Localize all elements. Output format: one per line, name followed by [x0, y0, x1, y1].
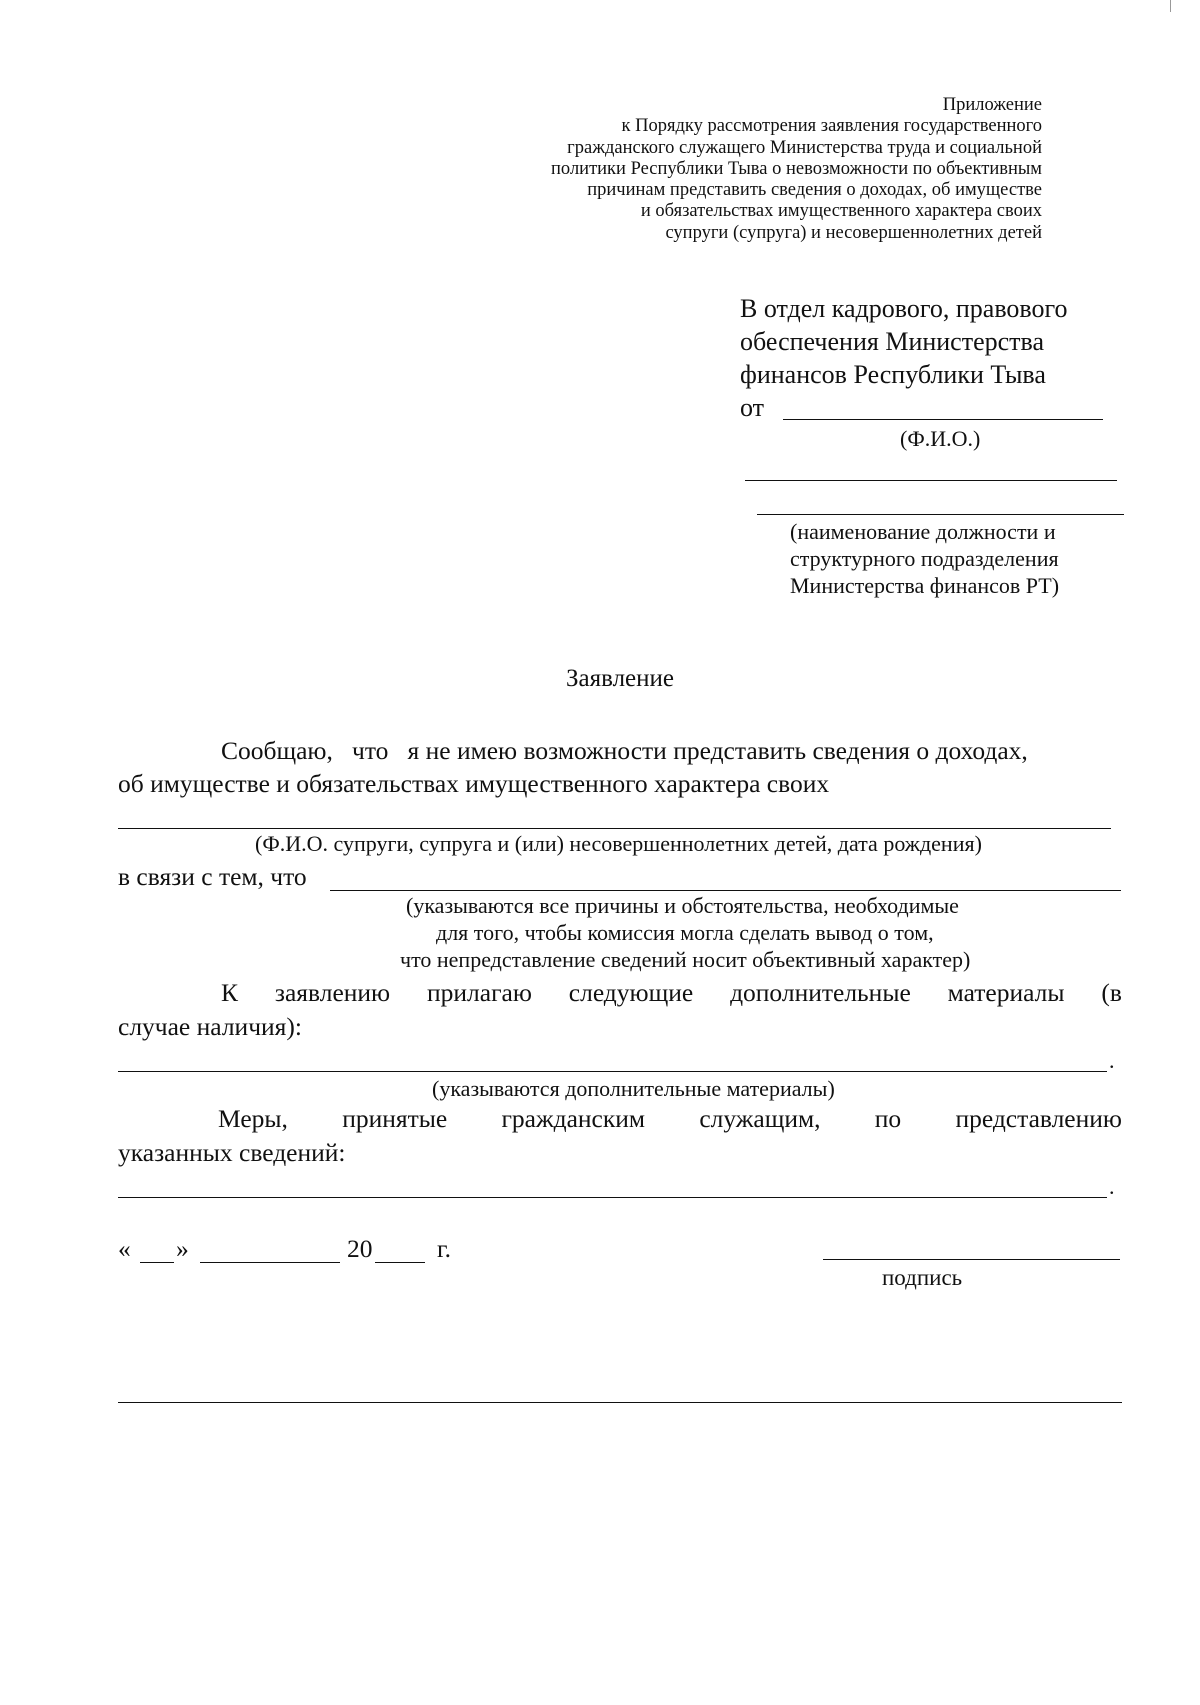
measures-field-line[interactable]: [118, 1197, 1107, 1198]
measures-word: по: [874, 1104, 902, 1133]
addressee-line: В отдел кадрового, правового: [740, 294, 1068, 323]
measures-end-dot: .: [1109, 1174, 1115, 1199]
measures-word: представлению: [955, 1104, 1122, 1133]
measures-line-2: указанных сведений:: [118, 1138, 346, 1167]
addressee-block: [740, 292, 1068, 424]
annex-line: Приложение: [942, 95, 1042, 115]
statement-word: что: [352, 736, 389, 765]
attachments-word: следующие: [568, 978, 694, 1007]
measures-word: служащим,: [699, 1104, 821, 1133]
fio-caption: (Ф.И.О.): [900, 426, 981, 451]
attachments-word: (в: [1101, 978, 1122, 1007]
family-fio-field-line[interactable]: [118, 828, 1111, 829]
attachments-word: дополнительные: [730, 978, 911, 1007]
reason-field-line[interactable]: [330, 890, 1121, 891]
date-close-quote: »: [176, 1234, 189, 1263]
attachments-word: материалы: [947, 978, 1065, 1007]
addressee-line: обеспечения Министерства: [740, 327, 1045, 356]
annex-line: супруги (супруга) и несовершеннолетних детей: [665, 222, 1042, 243]
date-year-field[interactable]: [375, 1262, 425, 1263]
measures-line-1: [218, 1102, 1122, 1136]
document-title: Заявление: [565, 665, 675, 692]
annex-line: к Порядку рассмотрения заявления государственного: [621, 116, 1042, 137]
annex-line: гражданского служащего Министерства труда и социальной: [567, 137, 1042, 158]
date-open-quote: «: [118, 1234, 131, 1263]
attachments-line-1: [221, 976, 1122, 1010]
family-fio-caption: (Ф.И.О. супруги, супруга и (или) несовершеннолетних детей, дата рождения): [255, 831, 982, 856]
reason-caption-line: (указываются все причины и обстоятельства, необходимые: [406, 893, 959, 918]
statement-word: Сообщаю,: [221, 736, 333, 765]
position-field-line-1[interactable]: [745, 480, 1117, 481]
attachments-caption: (указываются дополнительные материалы): [432, 1076, 835, 1101]
measures-word: Меры,: [218, 1104, 288, 1133]
annex-line: причинам представить сведения о доходах, об имуществе: [587, 180, 1042, 201]
date-year-prefix: 20: [347, 1234, 373, 1263]
fio-field-line[interactable]: [783, 419, 1103, 420]
attachments-end-dot: .: [1109, 1048, 1115, 1073]
date-day-field[interactable]: [140, 1262, 174, 1263]
position-caption-line: Министерства финансов РТ): [790, 573, 1060, 598]
from-label: от: [740, 393, 765, 422]
attachments-line-2: случае наличия):: [118, 1012, 302, 1041]
scan-edge-mark: [1170, 0, 1171, 12]
annex-line: и обязательствах имущественного характера своих: [640, 201, 1042, 222]
date-month-field[interactable]: [200, 1262, 340, 1263]
date-year-suffix: г.: [437, 1234, 451, 1263]
annex-header: [422, 95, 1042, 244]
attachments-word: К: [221, 978, 239, 1007]
attachments-word: прилагаю: [426, 978, 532, 1007]
signature-field-line[interactable]: [823, 1259, 1120, 1260]
statement-line-1: [221, 734, 1028, 768]
attachments-word: заявлению: [274, 978, 391, 1007]
addressee-line: финансов Республики Тыва: [740, 360, 1046, 389]
reason-label: в связи с тем, что: [118, 862, 307, 891]
reason-caption-line: для того, чтобы комиссия могла сделать вывод о том,: [436, 920, 934, 945]
measures-word: принятые: [342, 1104, 448, 1133]
position-caption-line: структурного подразделения: [790, 546, 1059, 571]
statement-line-2: об имуществе и обязательствах имущественного характера своих: [118, 769, 830, 798]
reason-caption-line: что непредставление сведений носит объективный характер): [400, 947, 971, 972]
position-field-line-2[interactable]: [757, 514, 1124, 515]
attachments-field-line[interactable]: [118, 1071, 1107, 1072]
measures-word: гражданским: [501, 1104, 646, 1133]
annex-line: политики Республики Тыва о невозможности по объективным: [551, 158, 1042, 179]
statement-word: я не имею возможности представить сведения о доходах,: [407, 736, 1028, 765]
signature-caption: подпись: [882, 1265, 963, 1290]
bottom-rule: [118, 1402, 1122, 1403]
position-caption-line: (наименование должности и: [790, 519, 1056, 544]
